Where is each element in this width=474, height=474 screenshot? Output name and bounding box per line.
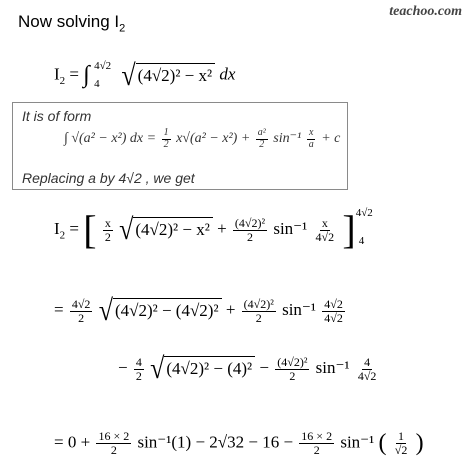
plus-sign: + (225, 300, 240, 319)
lhs-symbol: I (54, 64, 60, 84)
equation-i2-antiderivative (54, 206, 373, 252)
square-root: √ (4√2)² − (4)² (150, 356, 255, 382)
radicand: (4√2)² − (4)² (164, 356, 255, 382)
equals-sign: = (65, 64, 84, 84)
equation-simplified (54, 430, 424, 457)
lhs-symbol: I (54, 218, 60, 238)
equals-sign: = (54, 300, 68, 319)
fraction-half: $\frac{1}{2}$ (163, 127, 169, 150)
watermark-logo: teachoo.com (389, 4, 462, 19)
sin-inverse: sin⁻¹ (315, 358, 350, 377)
sin-inverse: sin⁻¹ (340, 432, 375, 452)
zero-plus: = 0 + (54, 432, 95, 452)
left-bracket: [ (83, 207, 97, 252)
square-root: √ (4√2)² − x² (119, 217, 213, 243)
fraction-x-over-2: $\frac{x}{2}$ (104, 215, 111, 244)
sin-inverse: sin⁻¹ (282, 300, 317, 319)
fraction-argument: $\frac{4√2}{4√2}$ (324, 297, 343, 325)
lhs-subscript: 2 (59, 229, 66, 242)
equation-lower-limit-substitution (118, 351, 380, 386)
square-root: √ (4√2)² − (4√2)² (99, 298, 222, 324)
fraction-4root2-over-2: $\frac{4√2}{2}$ (71, 297, 91, 325)
integral-upper-limit: 4√2 (94, 60, 112, 72)
sin-inverse: sin⁻¹ (273, 218, 308, 238)
right-paren: ) (415, 430, 424, 456)
standard-integral-formula (64, 128, 340, 150)
integral-lower-limit: 4 (94, 77, 100, 90)
middle-terms: sin⁻¹(1) − 2√32 − 16 − (137, 432, 298, 452)
fraction-argument: $\frac{4}{4√2}$ (357, 355, 377, 383)
box-replacement-text: Replacing a by 4√2 , we get (22, 170, 195, 186)
heading-text: Now solving I (18, 12, 120, 31)
formula-lhs: ∫ √(a² − x²) dx = (64, 131, 160, 147)
radicand: (4√2)² − x² (136, 63, 215, 89)
right-bracket: ] (342, 207, 356, 252)
fraction-coefficient: $\frac{\text{(4√2)²}}{2}$ (234, 215, 266, 244)
upper-limit: 4√2 (355, 206, 373, 219)
integral-sign: ∫ (83, 62, 90, 89)
equals-sign: = (65, 218, 84, 238)
fraction-x-over-a: $\frac{x}{a}$ (308, 127, 314, 150)
heading-subscript: 2 (119, 22, 126, 35)
formula-constant: + c (321, 131, 341, 147)
plus-sign: + (217, 218, 231, 238)
section-heading (18, 12, 125, 34)
equation-i2-definition (54, 58, 235, 93)
formula-sin-inverse: sin⁻¹ (273, 131, 302, 147)
lower-limit: 4 (358, 234, 365, 247)
fraction-argument: $\frac{x}{4√2}$ (315, 215, 335, 244)
square-root: √ (4√2)² − x² (121, 63, 215, 89)
fraction-16x2-over-2-second: $\frac{16 \times 2}{2}$ (301, 429, 333, 457)
fraction-a2-over-2: $\frac{\text{a²}}{2}$ (257, 127, 266, 150)
fraction-4-over-2: $\frac{4}{2}$ (135, 355, 142, 383)
fraction-coefficient: $\frac{\text{(4√2)²}}{2}$ (243, 297, 274, 325)
fraction-1-over-root2: $\frac{1}{√2}$ (394, 429, 408, 457)
equation-upper-limit-substitution (54, 293, 347, 328)
formula-term1: x√(a² − x²) + (176, 131, 254, 147)
fraction-coefficient: $\frac{\text{(4√2)²}}{2}$ (277, 355, 308, 383)
minus-sign: − (118, 358, 132, 377)
fraction-16x2-over-2: $\frac{16 \times 2}{2}$ (98, 429, 130, 457)
left-paren: ( (378, 430, 387, 456)
radicand: (4√2)² − (4√2)² (113, 298, 222, 324)
differential: dx (219, 64, 236, 84)
integral-limits (94, 58, 111, 93)
minus-sign: − (259, 358, 274, 377)
box-intro-text: It is of form (22, 108, 92, 124)
radicand: (4√2)² − x² (133, 217, 212, 243)
lhs-subscript: 2 (59, 74, 66, 87)
